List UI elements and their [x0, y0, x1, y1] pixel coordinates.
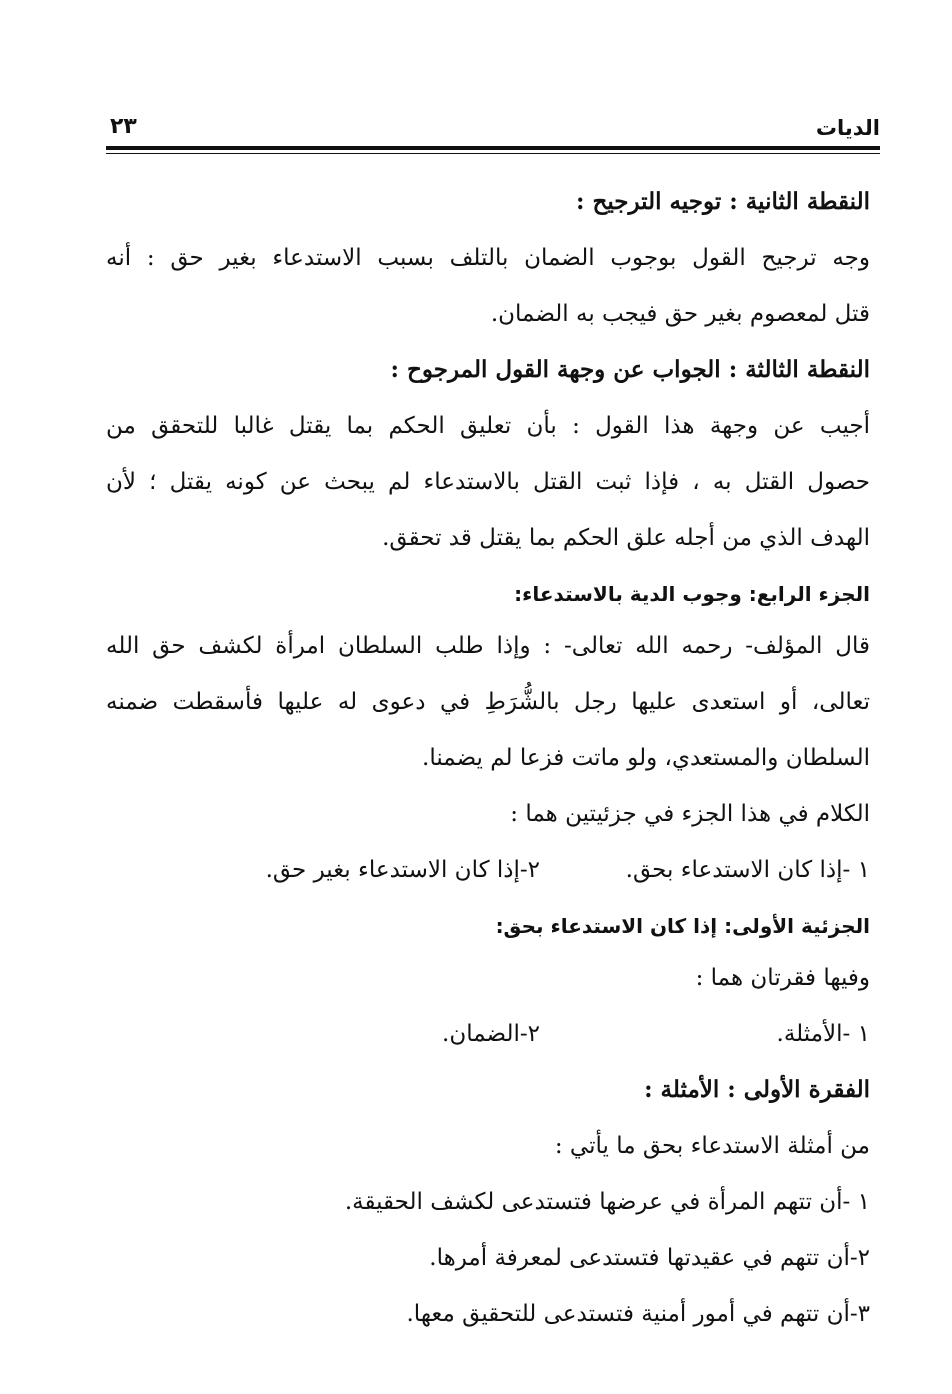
section-heading: النقطة الثالثة : الجواب عن وجهة القول المرجوح :: [390, 356, 870, 383]
two-item-list: [106, 1014, 870, 1070]
quoted-text-line: السلطان والمستعدي، ولو ماتت فزعا لم يضمنا.: [422, 745, 870, 771]
paragraph-line: وجه ترجيح القول بوجوب الضمان بالتلف بسبب الاستدعاء بغير حق : أنه: [106, 245, 870, 271]
list-item: ١ -أن تتهم المرأة في عرضها فتستدعى لكشف الحقيقة.: [344, 1189, 870, 1215]
paragraph-line: أجيب عن وجهة هذا القول : بأن تعليق الحكم بما يقتل غالبا للتحقق من: [106, 413, 870, 439]
page-header: [106, 110, 880, 140]
section-heading: الفقرة الأولى : الأمثلة :: [644, 1076, 870, 1103]
paragraph-line: الكلام في هذا الجزء في جزئيتين هما :: [510, 801, 870, 827]
list-item: ٢-أن تتهم في عقيدتها فتستدعى لمعرفة أمرها.: [429, 1245, 870, 1271]
paragraph-line: حصول القتل به ، فإذا ثبت القتل بالاستدعاء لم يبحث عن كونه يقتل ؛ لأن: [106, 469, 870, 495]
list-item: ٣-أن تتهم في أمور أمنية فتستدعى للتحقيق معها.: [406, 1301, 870, 1327]
paragraph-line: من أمثلة الاستدعاء بحق ما يأتي :: [554, 1133, 870, 1159]
two-item-list: [106, 850, 870, 906]
header-rule-thin: [106, 153, 880, 154]
paragraph-line: قتل لمعصوم بغير حق فيجب به الضمان.: [490, 301, 870, 327]
list-item: ٢-الضمان.: [442, 1021, 540, 1047]
list-item: ١ -الأمثلة.: [776, 1021, 870, 1047]
paragraph-line: وفيها فقرتان هما :: [695, 965, 870, 991]
list-item: ٢-إذا كان الاستدعاء بغير حق.: [265, 857, 540, 883]
subpart-heading: الجزئية الأولى: إذا كان الاستدعاء بحق:: [495, 914, 870, 938]
part-heading: الجزء الرابع: وجوب الدية بالاستدعاء:: [514, 582, 870, 606]
quoted-text-line: تعالى، أو استعدى عليها رجل بالشُّرَطِ في دعوى له عليها فأسقطت ضمنه: [106, 689, 870, 715]
quoted-text-line: قال المؤلف- رحمه الله تعالى- : وإذا طلب السلطان امرأة لكشف حق الله: [106, 633, 870, 659]
paragraph-line: الهدف الذي من أجله علق الحكم بما يقتل قد تحقق.: [382, 525, 870, 551]
header-rule-thick: [106, 146, 880, 150]
page-body: [106, 182, 870, 1350]
list-item: ١ -إذا كان الاستدعاء بحق.: [625, 857, 870, 883]
section-heading: النقطة الثانية : توجيه الترجيح :: [575, 188, 870, 215]
chapter-title: الديات: [815, 116, 880, 140]
page-number: ٢٣: [110, 114, 137, 139]
